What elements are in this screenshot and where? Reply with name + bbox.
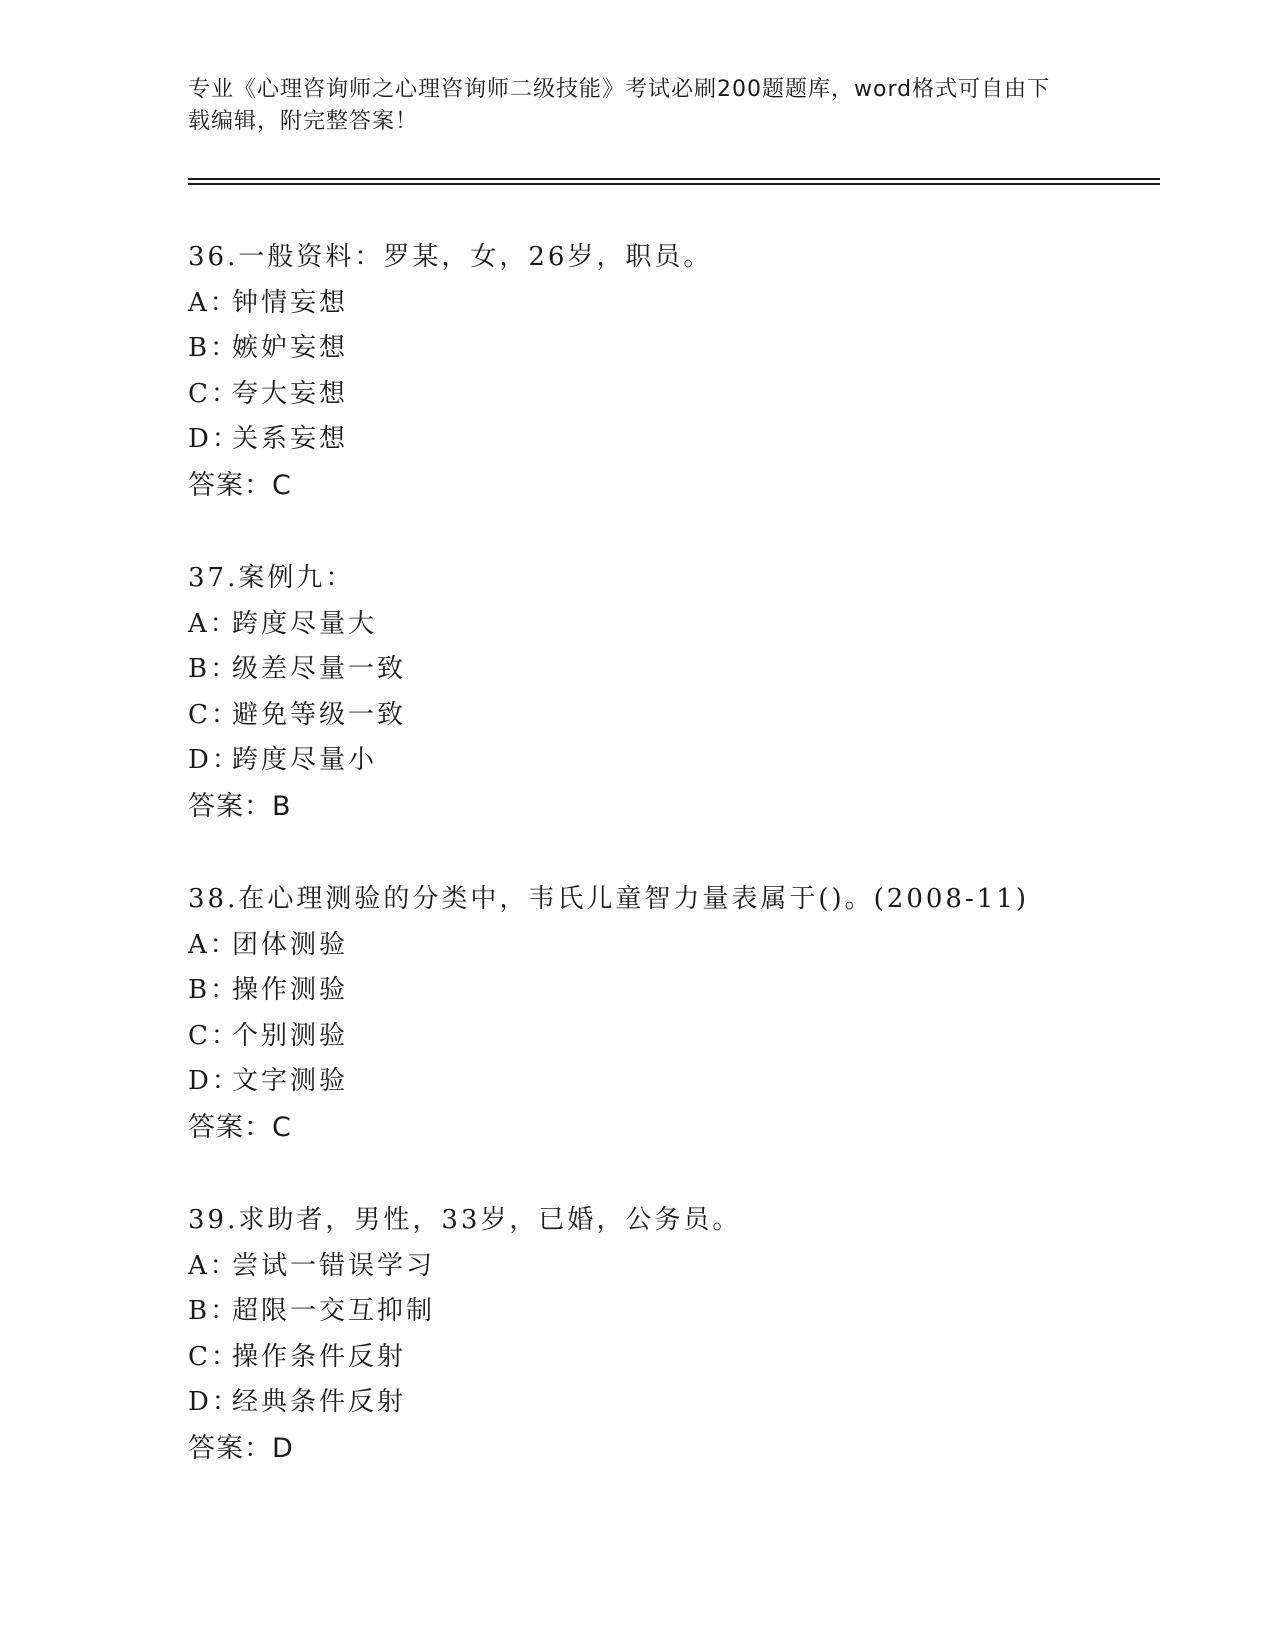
option-a xyxy=(188,602,1188,648)
option-c xyxy=(188,372,1188,418)
question-36 xyxy=(188,235,1188,556)
option-letter: C： xyxy=(188,699,240,730)
document-header: 专业《心理咨询师之心理咨询师二级技能》考试必刷200题题库，word格式可自由下载编辑，附完整答案！ xyxy=(188,77,1051,134)
option-letter: A： xyxy=(188,608,239,639)
option-d xyxy=(188,738,1188,784)
question-stem: 38.在心理测验的分类中，韦氏儿童智力量表属于()。(2008-11) xyxy=(188,884,1029,914)
option-c xyxy=(188,1014,1188,1060)
answer-line: 答案：B xyxy=(188,790,292,822)
option-letter: B： xyxy=(188,1296,240,1327)
option-letter: B： xyxy=(188,975,240,1006)
option-letter: D： xyxy=(188,745,241,776)
option-text: 钟情妄想 xyxy=(232,287,349,318)
option-a xyxy=(188,281,1188,327)
question-stem: 39.求助者，男性，33岁，已婚，公务员。 xyxy=(188,1205,742,1235)
question-stem: 37.案例九： xyxy=(188,563,355,593)
option-c xyxy=(188,1335,1188,1381)
option-b xyxy=(188,968,1188,1014)
question-37 xyxy=(188,556,1188,877)
answer-line: 答案：C xyxy=(188,1111,292,1143)
option-text: 操作条件反射 xyxy=(232,1341,407,1372)
option-letter: A： xyxy=(188,287,239,318)
answer-line: 答案：D xyxy=(188,1432,294,1464)
option-d xyxy=(188,417,1188,463)
option-text: 操作测验 xyxy=(232,975,349,1006)
option-letter: D： xyxy=(188,1387,241,1418)
option-b xyxy=(188,647,1188,693)
option-text: 跨度尽量小 xyxy=(232,745,378,776)
option-text: 级差尽量一致 xyxy=(232,654,407,685)
question-stem: 36.一般资料：罗某，女，26岁，职员。 xyxy=(188,242,713,272)
option-text: 经典条件反射 xyxy=(232,1387,407,1418)
question-39 xyxy=(188,1198,1188,1519)
option-c xyxy=(188,693,1188,739)
option-text: 关系妄想 xyxy=(232,424,349,455)
option-letter: D： xyxy=(188,1066,241,1097)
option-letter: C： xyxy=(188,1020,240,1051)
option-letter: B： xyxy=(188,333,240,364)
option-letter: D： xyxy=(188,424,241,455)
option-letter: A： xyxy=(188,929,239,960)
option-text: 个别测验 xyxy=(232,1020,349,1051)
option-b xyxy=(188,326,1188,372)
option-text: 团体测验 xyxy=(232,929,349,960)
question-list xyxy=(188,235,1188,1519)
option-d xyxy=(188,1380,1188,1426)
answer-line: 答案：C xyxy=(188,469,292,501)
option-text: 夸大妄想 xyxy=(232,378,349,409)
header-divider-bottom xyxy=(188,183,1160,185)
option-letter: B： xyxy=(188,654,240,685)
question-38 xyxy=(188,877,1188,1198)
option-text: 避免等级一致 xyxy=(232,699,407,730)
option-text: 嫉妒妄想 xyxy=(232,333,349,364)
option-letter: A： xyxy=(188,1250,239,1281)
option-text: 文字测验 xyxy=(232,1066,349,1097)
option-letter: C： xyxy=(188,378,240,409)
option-a xyxy=(188,1244,1188,1290)
option-letter: C： xyxy=(188,1341,240,1372)
option-text: 跨度尽量大 xyxy=(232,608,378,639)
option-text: 尝试一错误学习 xyxy=(232,1250,436,1281)
option-a xyxy=(188,923,1188,969)
header-divider-top xyxy=(188,178,1160,180)
option-d xyxy=(188,1059,1188,1105)
option-text: 超限一交互抑制 xyxy=(232,1296,436,1327)
option-b xyxy=(188,1289,1188,1335)
